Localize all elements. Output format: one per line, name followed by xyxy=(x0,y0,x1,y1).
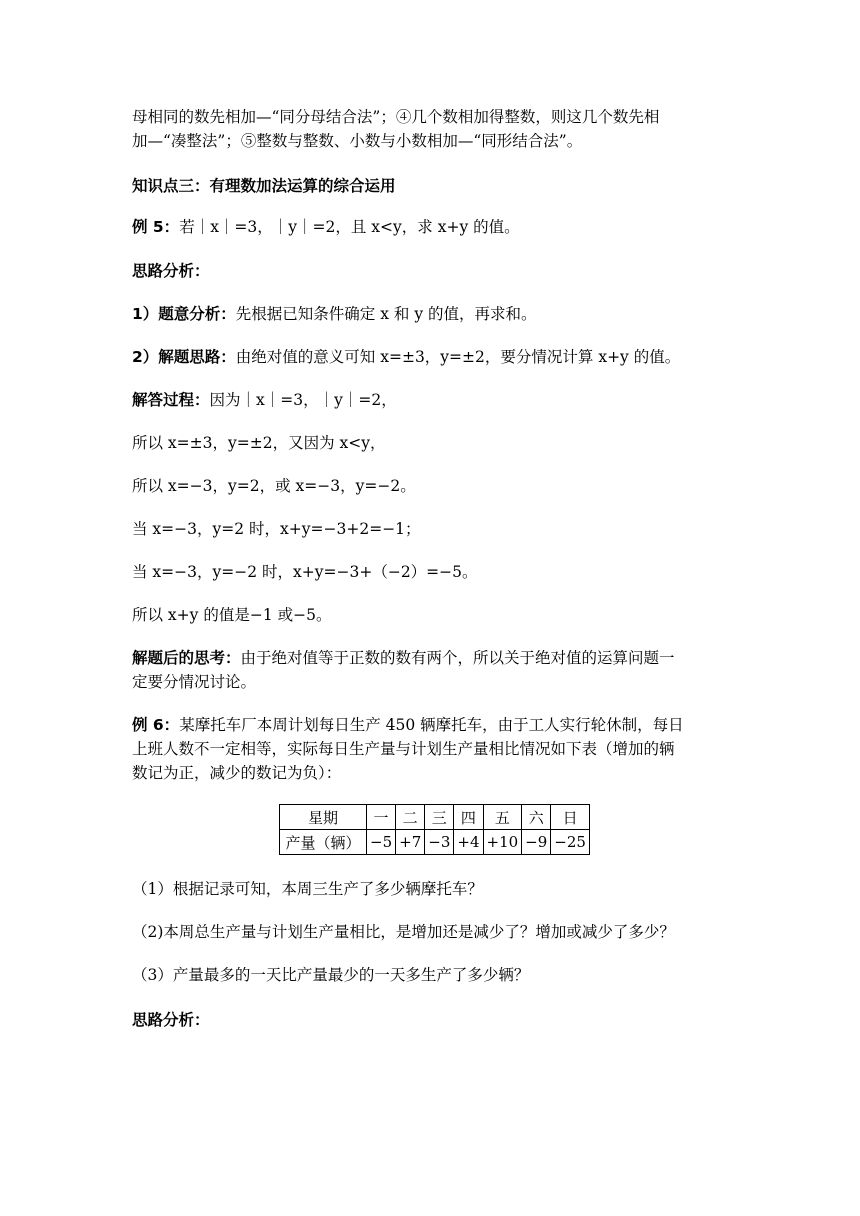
example-5-analysis-title: 思路分析： xyxy=(132,262,210,280)
analysis-1-label: 1）题意分析： xyxy=(132,305,236,323)
table-cell-value: +7 xyxy=(396,830,425,855)
table-row-days xyxy=(280,805,590,830)
table-cell-day: 二 xyxy=(396,805,425,830)
solution-step-3: 当 x=−3，y=2 时，x+y=−3+2=−1； xyxy=(132,520,421,538)
table-header-output: 产量（辆） xyxy=(280,830,367,855)
solution-label: 解答过程： xyxy=(132,391,210,409)
table-cell-value: −5 xyxy=(367,830,396,855)
table-header-weekday: 星期 xyxy=(280,805,367,830)
example-6-line-3: 数记为正，减少的数记为负）： xyxy=(132,764,342,782)
table-cell-day: 日 xyxy=(551,805,590,830)
table-cell-value: −3 xyxy=(425,830,454,855)
table-cell-value: −9 xyxy=(522,830,551,855)
reflection-line-2: 定要分情况讨论。 xyxy=(132,673,257,691)
reflection-line-1 xyxy=(132,647,675,669)
example-6-label: 例 6： xyxy=(132,716,180,734)
question-3: （3）产量最多的一天比产量最少的一天多生产了多少辆？ xyxy=(132,966,530,984)
solution-step-5: 所以 x+y 的值是−1 或−5。 xyxy=(132,606,332,624)
intro-line-2: 加—“凑整法”；⑤整数与整数、小数与小数相加—“同形结合法”。 xyxy=(132,132,583,150)
table-cell-day: 五 xyxy=(483,805,522,830)
solution-step-1: 所以 x=±3，y=±2，又因为 x<y， xyxy=(132,434,386,452)
example-5-analysis-2 xyxy=(132,346,680,368)
solution-step-4: 当 x=−3，y=−2 时，x+y=−3+（−2）=−5。 xyxy=(132,563,478,581)
analysis-1-text: 先根据已知条件确定 x 和 y 的值，再求和。 xyxy=(235,305,537,323)
question-1: （1）根据记录可知，本周三生产了多少辆摩托车？ xyxy=(132,880,483,898)
example-5-solution xyxy=(132,389,397,411)
table-cell-value: −25 xyxy=(551,830,590,855)
analysis-2-text: 由绝对值的意义可知 x=±3，y=±2，要分情况计算 x+y 的值。 xyxy=(235,348,681,366)
solution-step-2: 所以 x=−3，y=2，或 x=−3，y=−2。 xyxy=(132,477,416,495)
table-cell-day: 一 xyxy=(367,805,396,830)
table-cell-day: 四 xyxy=(454,805,483,830)
example-5-analysis-1 xyxy=(132,303,537,325)
example-5-statement xyxy=(132,216,520,238)
table-cell-value: +10 xyxy=(483,830,522,855)
reflection-text-1: 由于绝对值等于正数的数有两个，所以关于绝对值的运算问题一 xyxy=(240,649,675,667)
table-cell-day: 三 xyxy=(425,805,454,830)
section-3-title: 知识点三：有理数加法运算的综合运用 xyxy=(132,177,396,195)
production-table xyxy=(279,804,590,855)
example-5-text: 若｜x｜=3，｜y｜=2，且 x<y，求 x+y 的值。 xyxy=(179,218,520,236)
example-6-line-1 xyxy=(132,714,684,736)
example-6-line-2: 上班人数不一定相等，实际每日生产量与计划生产量相比情况如下表（增加的辆 xyxy=(132,740,675,758)
table-cell-value: +4 xyxy=(454,830,483,855)
reflection-label: 解题后的思考： xyxy=(132,649,241,667)
question-2: （2)本周总生产量与计划生产量相比，是增加还是减少了？增加或减少了多少？ xyxy=(132,923,675,941)
example-5-label: 例 5： xyxy=(132,218,180,236)
solution-text: 因为｜x｜=3，｜y｜=2， xyxy=(209,391,397,409)
table-row-output xyxy=(280,830,590,855)
intro-line-1: 母相同的数先相加—“同分母结合法”；④几个数相加得整数，则这几个数先相 xyxy=(132,108,660,126)
table-cell-day: 六 xyxy=(522,805,551,830)
example-6-text-1: 某摩托车厂本周计划每日生产 450 辆摩托车，由于工人实行轮休制，每日 xyxy=(179,716,684,734)
example-6-analysis-title: 思路分析： xyxy=(132,1011,210,1029)
analysis-2-label: 2）解题思路： xyxy=(132,348,236,366)
